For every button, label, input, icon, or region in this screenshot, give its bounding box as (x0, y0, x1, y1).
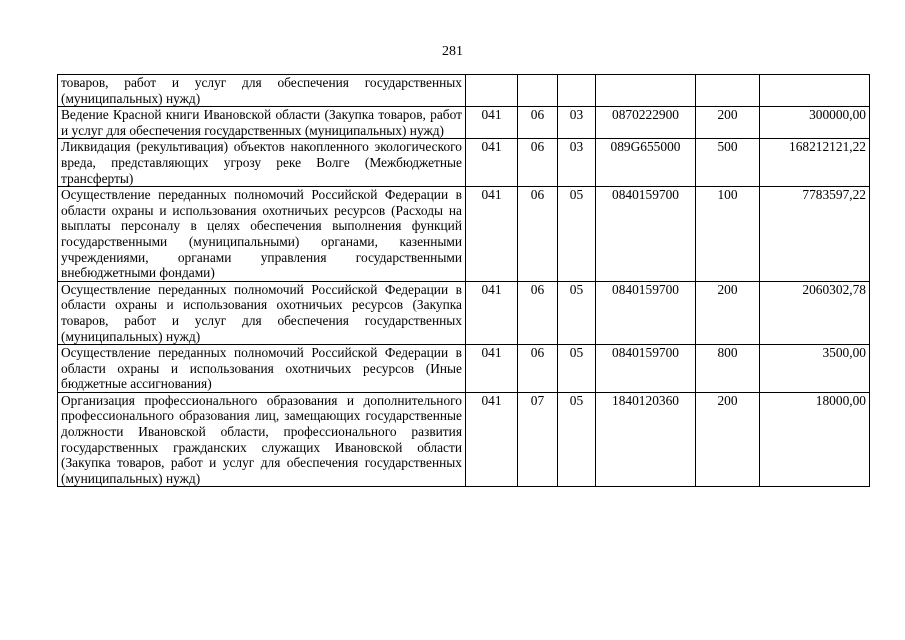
amount-cell: 300000,00 (760, 107, 870, 139)
ministry-code-cell: 041 (466, 107, 518, 139)
subsection-code-cell: 05 (558, 187, 596, 282)
amount-cell: 3500,00 (760, 345, 870, 393)
section-code-cell: 06 (518, 345, 558, 393)
expense-name-cell: Ликвидация (рекультивация) объектов накопленного экологического вреда, представляющих угрозу реке Волге (Межбюджетные трансферты) (58, 139, 466, 187)
target-article-cell: 0840159700 (596, 281, 696, 344)
target-article-cell: 1840120360 (596, 392, 696, 487)
section-code-cell: 07 (518, 392, 558, 487)
amount-cell: 18000,00 (760, 392, 870, 487)
ministry-code-cell: 041 (466, 187, 518, 282)
amount-cell: 7783597,22 (760, 187, 870, 282)
target-article-cell: 0840159700 (596, 345, 696, 393)
section-code-cell (518, 75, 558, 107)
expense-type-cell (696, 75, 760, 107)
table-row (58, 107, 870, 139)
target-article-cell: 089G655000 (596, 139, 696, 187)
expense-name-cell: Осуществление переданных полномочий Российской Федерации в области охраны и использования охотничьих ресурсов (Иные бюджетные ассигнования) (58, 345, 466, 393)
subsection-code-cell: 03 (558, 107, 596, 139)
page-number: 281 (442, 44, 463, 59)
section-code-cell: 06 (518, 139, 558, 187)
amount-cell: 2060302,78 (760, 281, 870, 344)
ministry-code-cell: 041 (466, 281, 518, 344)
expense-type-cell: 200 (696, 392, 760, 487)
ministry-code-cell: 041 (466, 139, 518, 187)
expense-type-cell: 500 (696, 139, 760, 187)
section-code-cell: 06 (518, 187, 558, 282)
table-row (58, 75, 870, 107)
subsection-code-cell: 03 (558, 139, 596, 187)
subsection-code-cell (558, 75, 596, 107)
table-row (58, 187, 870, 282)
expense-name-cell: товаров, работ и услуг для обеспечения государственных (муниципальных) нужд) (58, 75, 466, 107)
expense-type-cell: 100 (696, 187, 760, 282)
expense-name-cell: Осуществление переданных полномочий Российской Федерации в области охраны и использования охотничьих ресурсов (Закупка товаров, работ и услуг для обеспечения государственных (муниципальных) нужд) (58, 281, 466, 344)
table-row (58, 345, 870, 393)
expense-name-cell: Ведение Красной книги Ивановской области (Закупка товаров, работ и услуг для обеспечения государственных (муниципальных) нужд) (58, 107, 466, 139)
table-row (58, 139, 870, 187)
subsection-code-cell: 05 (558, 392, 596, 487)
target-article-cell (596, 75, 696, 107)
subsection-code-cell: 05 (558, 281, 596, 344)
section-code-cell: 06 (518, 107, 558, 139)
amount-cell: 168212121,22 (760, 139, 870, 187)
expense-name-cell: Осуществление переданных полномочий Российской Федерации в области охраны и использования охотничьих ресурсов (Расходы на выплаты персоналу в целях обеспечения выполнения функций государственными (муниципальными) органами, казенными учреждениями, органами управления государственными внебюджетными фондами) (58, 187, 466, 282)
target-article-cell: 0870222900 (596, 107, 696, 139)
table-row (58, 392, 870, 487)
expense-type-cell: 200 (696, 281, 760, 344)
expense-name-cell: Организация профессионального образования и дополнительного профессионального образования лиц, замещающих государственные должности Ивановской области, профессионального развития государственных гражданских служащих Ивановской области (Закупка товаров, работ и услуг для обеспечения государственных (муниципальных) нужд) (58, 392, 466, 487)
expense-type-cell: 800 (696, 345, 760, 393)
ministry-code-cell (466, 75, 518, 107)
amount-cell (760, 75, 870, 107)
budget-table (57, 74, 870, 487)
subsection-code-cell: 05 (558, 345, 596, 393)
ministry-code-cell: 041 (466, 345, 518, 393)
table-row (58, 281, 870, 344)
section-code-cell: 06 (518, 281, 558, 344)
target-article-cell: 0840159700 (596, 187, 696, 282)
ministry-code-cell: 041 (466, 392, 518, 487)
expense-type-cell: 200 (696, 107, 760, 139)
